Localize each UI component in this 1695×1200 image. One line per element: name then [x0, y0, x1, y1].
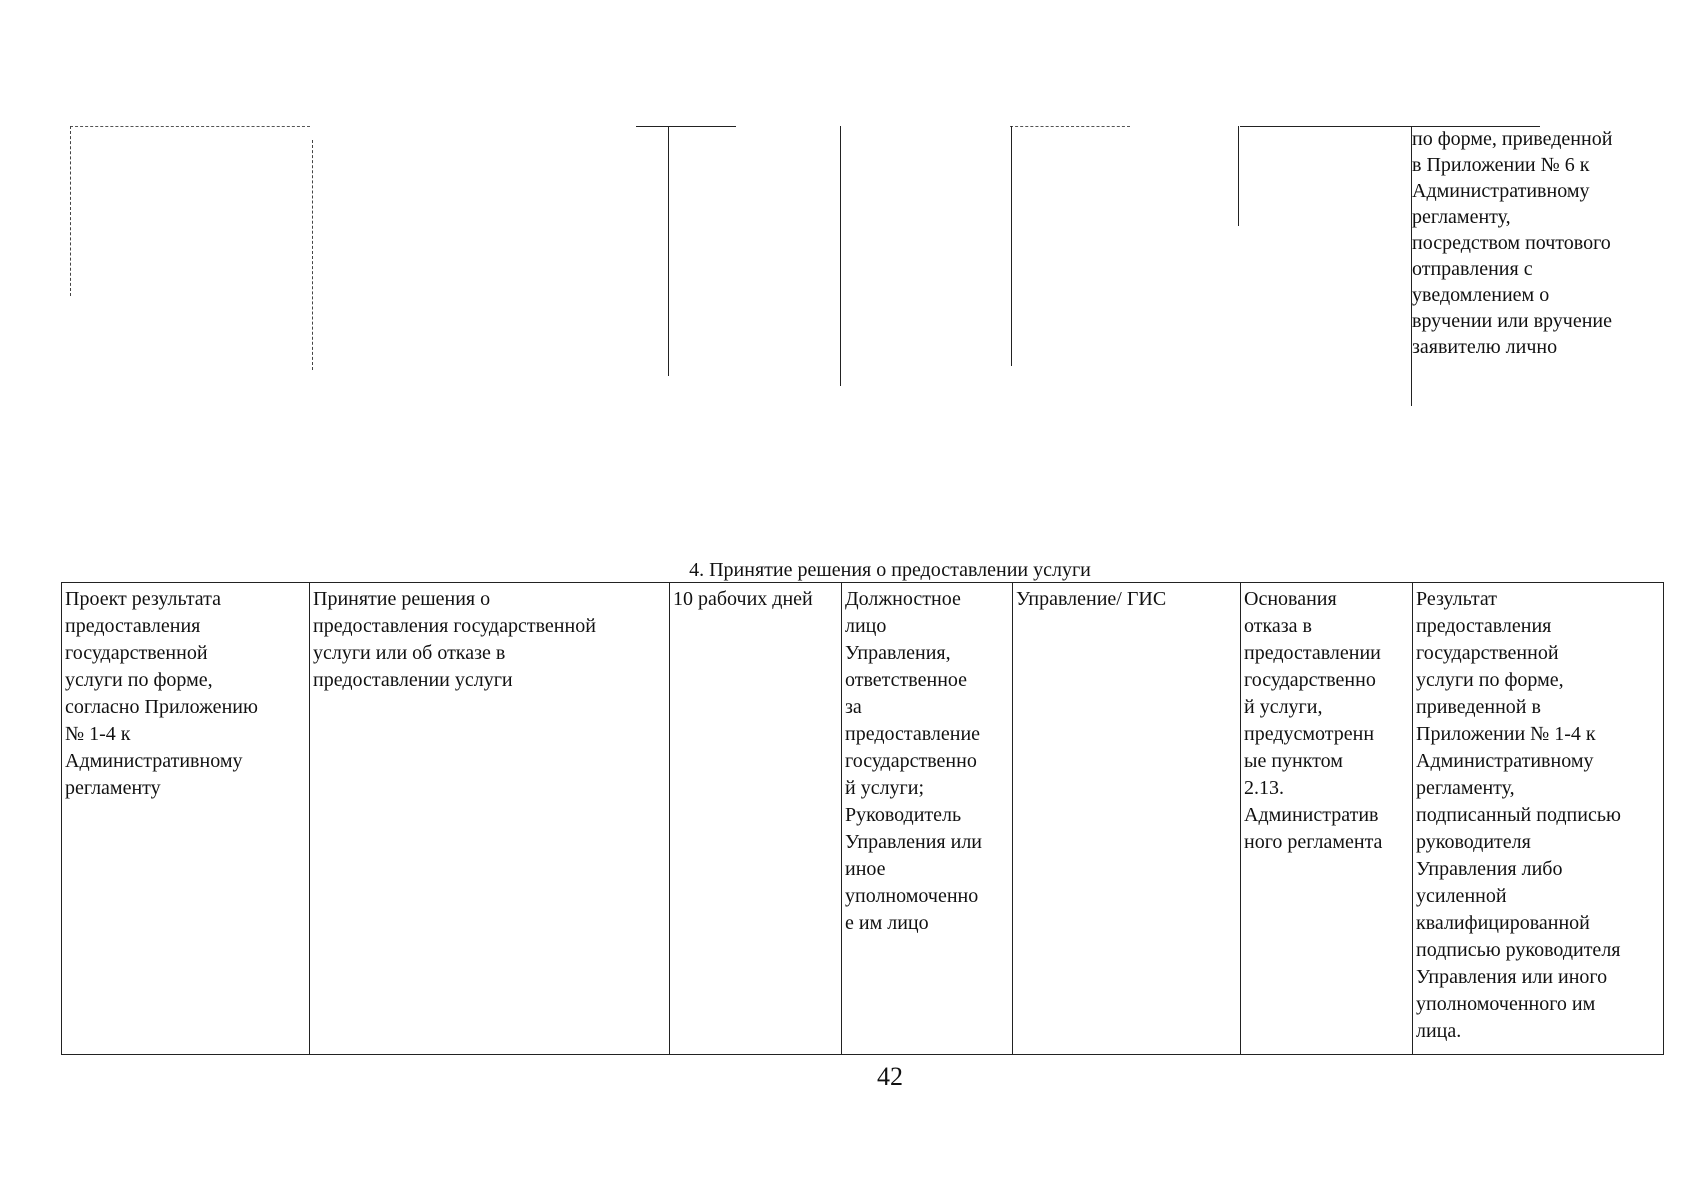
continued-table-fragment	[0, 0, 1695, 420]
fragment-last-cell-text: по форме, приведенной в Приложении № 6 к Административному регламенту, посредством почтового отправления с уведомлением о вручении или вручение заявителю лично	[1412, 128, 1613, 358]
process-table	[61, 582, 1664, 1055]
fragment-column-line	[840, 126, 841, 386]
cell-location: Управление/ ГИС	[1013, 583, 1241, 1055]
page-number: 42	[877, 1062, 903, 1091]
fragment-column-line	[1011, 126, 1012, 366]
fragment-top-border	[1010, 126, 1130, 127]
cell-input-document: Проект результата предоставления государственной услуги по форме, согласно Приложению № 1-4 к Административному регламенту	[62, 583, 310, 1055]
fragment-column-line	[70, 126, 71, 296]
fragment-column-line	[668, 126, 669, 376]
cell-decision-criteria: Основания отказа в предоставлении государственно й услуги, предусмотренн ые пунктом 2.13. Административ ного регламента	[1241, 583, 1413, 1055]
table-row	[62, 583, 1664, 1055]
cell-result: Результат предоставления государственной услуги по форме, приведенной в Приложении № 1-4 к Административному регламенту, подписанный подписью руководителя Управления либо усиленной квалифицированной подписью руководителя Управления или иного уполномоченного им лица.	[1413, 583, 1664, 1055]
cell-procedure: Принятие решения о предоставления государственной услуги или об отказе в предоставлении услуги	[310, 583, 670, 1055]
fragment-top-border	[636, 126, 736, 127]
fragment-column-line	[1238, 126, 1239, 226]
cell-responsible-person: Должностное лицо Управления, ответственное за предоставление государственно й услуги; Руководитель Управления или иное уполномоченно е им лицо	[842, 583, 1013, 1055]
cell-duration: 10 рабочих дней	[670, 583, 842, 1055]
fragment-top-border	[70, 126, 310, 127]
section-title: 4. Принятие решения о предоставлении услуги	[689, 559, 1091, 581]
fragment-column-line	[312, 140, 313, 370]
